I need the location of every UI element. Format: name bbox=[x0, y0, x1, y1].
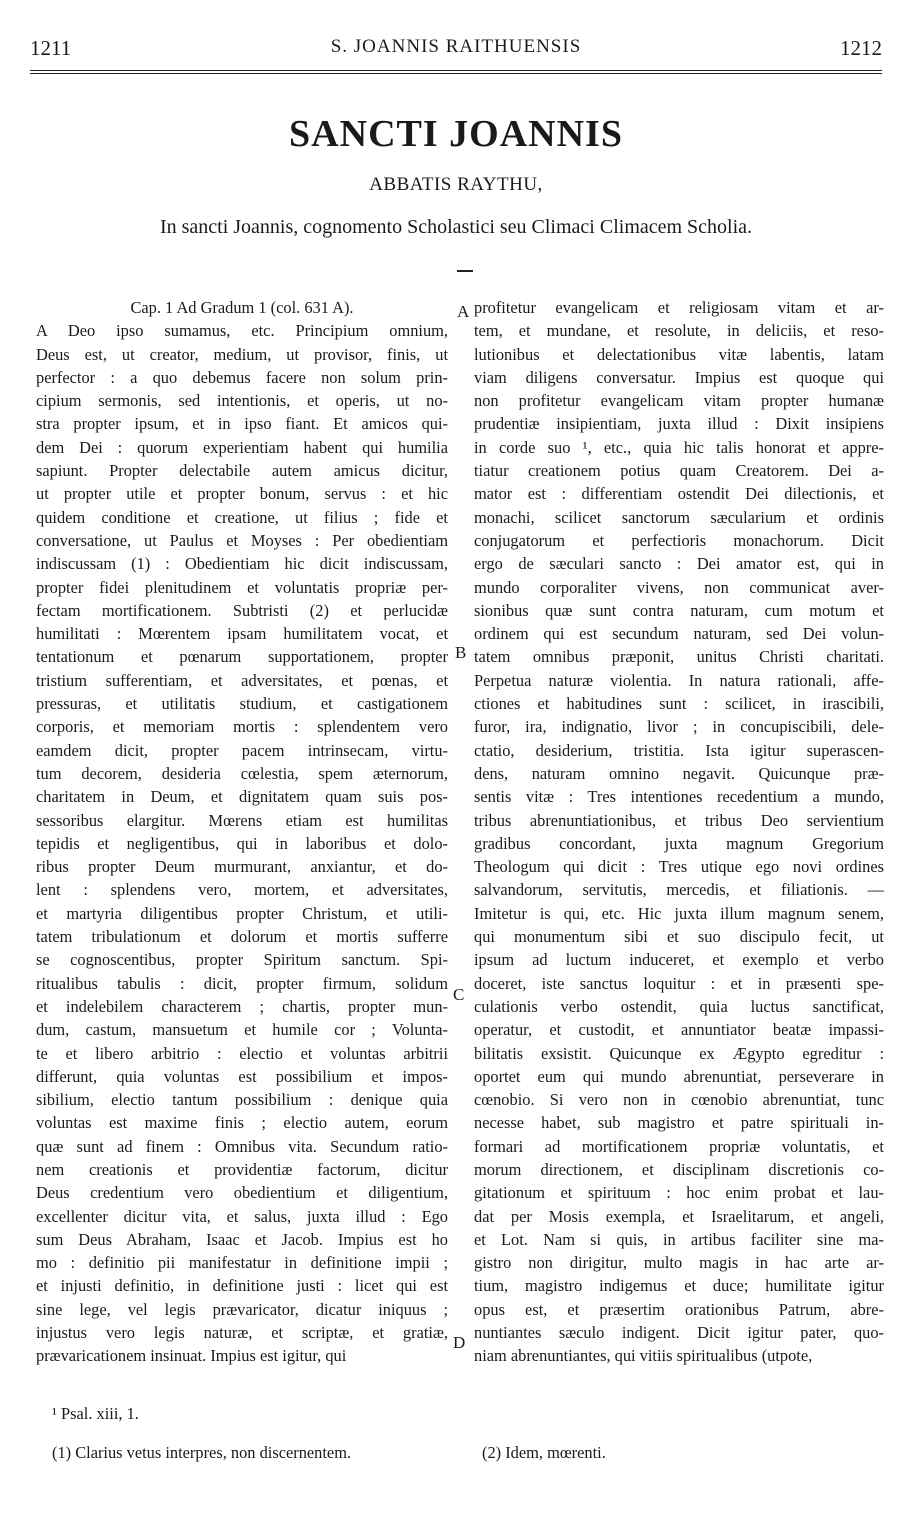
header-rule-top bbox=[30, 70, 882, 71]
text-line: voluntas est maxime finis ; electio autem, eorum bbox=[36, 1113, 448, 1133]
margin-letter-d: D bbox=[453, 1333, 466, 1352]
text-line: prævaricationem insinuat. Impius est igitur, qui bbox=[36, 1346, 347, 1366]
text-line: tentationum et pœnarum supportationem, propter bbox=[36, 647, 448, 667]
text-line: mator est : differentiam ostendit Dei dilectionis, et bbox=[474, 484, 884, 504]
text-line: Cap. 1 Ad Gradum 1 (col. 631 A). bbox=[130, 298, 354, 317]
text-line: sessoribus elargitur. Mœrens etiam est humilitas bbox=[36, 810, 448, 830]
text-line: mo : definitio pii manifestatur in definitione impii ; bbox=[36, 1253, 448, 1273]
text-line: fectam mortificationem. Subtristi (2) et perlucidæ bbox=[36, 600, 448, 620]
scripture-footnote: ¹ Psal. xiii, 1. bbox=[52, 1404, 139, 1423]
text-line: mundo corporaliter vivens, non communicat aver- bbox=[474, 577, 884, 597]
text-line: tatem tribulationum et dolorum et mortis sufferre bbox=[36, 927, 448, 947]
left-column bbox=[36, 296, 448, 1368]
text-line: nuntiantes sæculo indigent. Dicit igitur pater, quo- bbox=[474, 1323, 884, 1343]
text-line: formari ad mortificationem propriæ voluntatis, et bbox=[474, 1136, 884, 1156]
text-line: Theologum qui dicit : Tres utique ego novi ordines bbox=[474, 857, 884, 877]
text-line: tatem omnibus præponit, unitus Christi charitati. bbox=[474, 647, 884, 667]
text-line: operatur, et custodit, et annuntiator beatæ impassi- bbox=[474, 1020, 884, 1040]
text-line: ergo de sæculari sancto : Dei amator est, qui in bbox=[474, 554, 884, 574]
text-line: et indelebilem characterem ; chartis, propter mun- bbox=[36, 996, 448, 1016]
title-description: In sancti Joannis, cognomento Scholastici seu Climaci Climacem Scholia. bbox=[159, 216, 753, 238]
footnote-2: (2) Idem, mœrenti. bbox=[482, 1443, 606, 1462]
page-title: SANCTI JOANNIS bbox=[289, 113, 623, 155]
text-line: tribus abrenuntiationibus, et tribus Deo servientium bbox=[474, 810, 884, 830]
text-line: ribus propter Deum murmurant, anxiantur, et do- bbox=[36, 857, 448, 877]
text-line: quæ sunt ad finem : Omnibus vita. Secundum ratio- bbox=[36, 1136, 448, 1156]
text-line: profitetur evangelicam et religiosam vitam et ar- bbox=[474, 298, 884, 317]
running-title: S. JOANNIS RAITHUENSIS bbox=[330, 36, 582, 57]
text-line: opus est, et præsertim orationibus Patrum, abre- bbox=[474, 1299, 884, 1319]
text-line: tiatur creationem potius quam Creatorem. Dei a- bbox=[474, 461, 884, 481]
text-line: et injusti definitio, in definitione justi : licet qui est bbox=[36, 1276, 448, 1296]
text-line: oportet eum qui mundo abrenuntiat, perseverare in bbox=[474, 1066, 884, 1086]
text-line: ctatio, desiderium, tristitia. Ista igitur superascen- bbox=[474, 740, 884, 760]
text-line: tristium sufferentiam, et adversitates, et pœnas, et bbox=[36, 670, 448, 690]
text-line: niam abrenuntiantes, qui vitiis spiritualibus (utpote, bbox=[474, 1346, 813, 1366]
text-line: tepidis et negligentibus, qui in laboribus et dolo- bbox=[36, 833, 448, 853]
text-line: tum decorem, desideria cœlestia, spem æternorum, bbox=[36, 763, 448, 783]
footnote-1: (1) Clarius vetus interpres, non discernentem. bbox=[52, 1443, 352, 1462]
text-line: quidem conditione et creatione, ut filius ; fide et bbox=[36, 507, 448, 527]
text-line: excellenter dicitur vita, et salus, juxta illud : Ego bbox=[36, 1206, 448, 1226]
text-line: doceret, iste sanctus loquitur : et in præsenti spe- bbox=[474, 973, 884, 993]
text-line: injustus vero legis naturæ, et scriptæ, et gratiæ, bbox=[36, 1323, 448, 1343]
text-line: gitationum et spirituum : hoc enim probat et lau- bbox=[474, 1183, 884, 1203]
text-line: eamdem dicit, propter pacem intrinsecam, virtu- bbox=[36, 740, 448, 760]
text-line: dum, castum, mansuetum et humile cor ; Volunta- bbox=[36, 1020, 448, 1040]
text-line: ut propter utile et propter bonum, servus : et hic bbox=[36, 484, 448, 504]
text-line: Deus est, ut creator, medium, ut provisor, finis, ut bbox=[36, 344, 448, 364]
text-line: propter fidei plenitudinem et voluntatis propriæ per- bbox=[36, 577, 448, 597]
text-line: lutionibus et delectationibus vitæ labentis, latam bbox=[474, 344, 884, 364]
text-line: dat per Mosis exempla, et Israelitarum, et angeli, bbox=[474, 1206, 884, 1226]
text-line: Imitetur is qui, etc. Hic juxta illum magnum senem, bbox=[474, 903, 884, 923]
text-line: ordinem qui est secundum naturam, sed Dei volun- bbox=[474, 624, 884, 644]
text-line: non profitetur evangelicam vitam propter humanæ bbox=[474, 391, 884, 411]
text-line: sentis vitæ : Tres intentiones recedentium a mundo, bbox=[474, 787, 884, 807]
text-line: prudentiæ insipientiam, juxta illud : Dixit insipiens bbox=[474, 414, 884, 434]
margin-letter-a: A bbox=[457, 302, 470, 321]
text-line: gistro non dirigitur, multo magis in hac arte ar- bbox=[474, 1253, 884, 1273]
text-line: furor, ira, indignatio, livor ; in concupiscibili, dele- bbox=[474, 717, 884, 737]
text-line: pressuras, et utilitatis studium, et castigationem bbox=[36, 694, 448, 714]
text-line: cœnobio. Si vero non in cœnobio abrenuntiat, tunc bbox=[474, 1090, 884, 1110]
text-line: sapiunt. Propter delectabile autem amicus dicitur, bbox=[36, 461, 448, 481]
text-line: ritualibus tabulis : dicit, propter firmum, solidum bbox=[36, 973, 448, 993]
text-line: nem creationis et providentiæ factorum, dicitur bbox=[36, 1159, 448, 1179]
page-number-right: 1212 bbox=[840, 36, 882, 60]
text-line: sine lege, vel legis prævaricator, dicatur iniquus ; bbox=[36, 1299, 448, 1319]
text-line: tium, magistro indigemus et duce; humilitate igitur bbox=[474, 1276, 884, 1296]
text-line: bilitatis exsistit. Quicunque ex Ægypto egreditur : bbox=[474, 1043, 884, 1063]
text-line: humilitati : Mœrentem ipsam humilitatem vocat, et bbox=[36, 624, 448, 644]
text-line: perfector : a quo debemus facere non solum prin- bbox=[36, 367, 448, 387]
text-line: ctiones et habitudines sunt : scilicet, in irascibili, bbox=[474, 694, 884, 714]
text-line: Deus credentium vero obedientium et diligentium, bbox=[36, 1183, 448, 1203]
text-line: conversatione, ut Paulus et Moyses : Per obedientiam bbox=[36, 530, 448, 550]
text-line: Perpetua naturæ violentia. In natura rationali, affe- bbox=[474, 670, 884, 690]
text-line: A Deo ipso sumamus, etc. Principium omnium, bbox=[36, 321, 448, 341]
right-column bbox=[474, 296, 884, 1368]
text-line: sum Deus Abraham, Isaac et Jacob. Impius est ho bbox=[36, 1229, 448, 1249]
text-line: qui monumentum sibi et suo discipulo fecit, ut bbox=[474, 927, 884, 947]
text-line: sibilium, electio tantum possibilium : denique quia bbox=[36, 1090, 448, 1110]
text-line: cipium sermonis, sed intentionis, et operis, ut no- bbox=[36, 391, 448, 411]
text-line: se cognoscentibus, propter Spiritum sanctum. Spi- bbox=[36, 950, 448, 970]
text-line: tem, et mundane, et resolute, in deliciis, et reso- bbox=[474, 321, 884, 341]
margin-letter-b: B bbox=[455, 643, 467, 662]
text-line: salvandorum, servitutis, mercedis, et filiationis. — bbox=[474, 880, 884, 900]
text-line: dens, naturam omnino negavit. Quicunque præ- bbox=[474, 763, 884, 783]
text-line: et martyria diligentibus propter Christum, et utili- bbox=[36, 903, 448, 923]
text-line: gradibus concordant, juxta magnum Gregorium bbox=[474, 833, 884, 853]
text-line: corporis, et memoriam mortis : splendentem vero bbox=[36, 717, 448, 737]
page-number-left: 1211 bbox=[30, 36, 72, 60]
text-line: lent : splendens vero, mortem, et adversitates, bbox=[36, 880, 448, 900]
text-line: te et libero arbitrio : electio et voluntas arbitrii bbox=[36, 1043, 448, 1063]
text-line: ipsum ad luctum induceret, et exemplo et verbo bbox=[474, 950, 884, 970]
text-line: necesse habet, sub magistro et patre spirituali in- bbox=[474, 1113, 884, 1133]
text-line: conjugatorum et perfectioris monachorum. Dicit bbox=[474, 530, 884, 550]
text-line: morum directionem, et disciplinam discretionis co- bbox=[474, 1159, 884, 1179]
text-line: sionibus quæ sunt contra naturam, cum motum et bbox=[474, 600, 884, 620]
text-line: viam diligens conversatur. Impius est quoque qui bbox=[474, 367, 884, 387]
text-line: culationis verbo ostendit, quia luctus sanctificat, bbox=[474, 996, 884, 1016]
text-line: dem Dei : quorum experientiam habent qui humilia bbox=[36, 437, 448, 457]
text-line: charitatem in Deum, et dignitatem quam suis pos- bbox=[36, 787, 448, 807]
page-subtitle: ABBATIS RAYTHU, bbox=[369, 174, 543, 195]
text-line: monachi, scilicet sanctorum sæcularium et ordinis bbox=[474, 507, 884, 527]
text-line: stra propter ipsum, et in ipso fiant. Et amicos qui- bbox=[36, 414, 448, 434]
header-rule-bottom bbox=[30, 73, 882, 74]
text-line: indiscussam (1) : Obedientiam hic dicit indiscussam, bbox=[36, 554, 448, 574]
text-line: in corde suo ¹, etc., quia hic talis honorat et appre- bbox=[474, 437, 884, 457]
title-separator bbox=[457, 270, 473, 272]
page-header bbox=[30, 36, 882, 66]
text-line: differunt, quia voluntas est possibilium et impos- bbox=[36, 1066, 448, 1086]
margin-letter-c: C bbox=[453, 985, 465, 1004]
text-line: et Lot. Nam si quis, in artibus faciliter sine ma- bbox=[474, 1229, 884, 1249]
